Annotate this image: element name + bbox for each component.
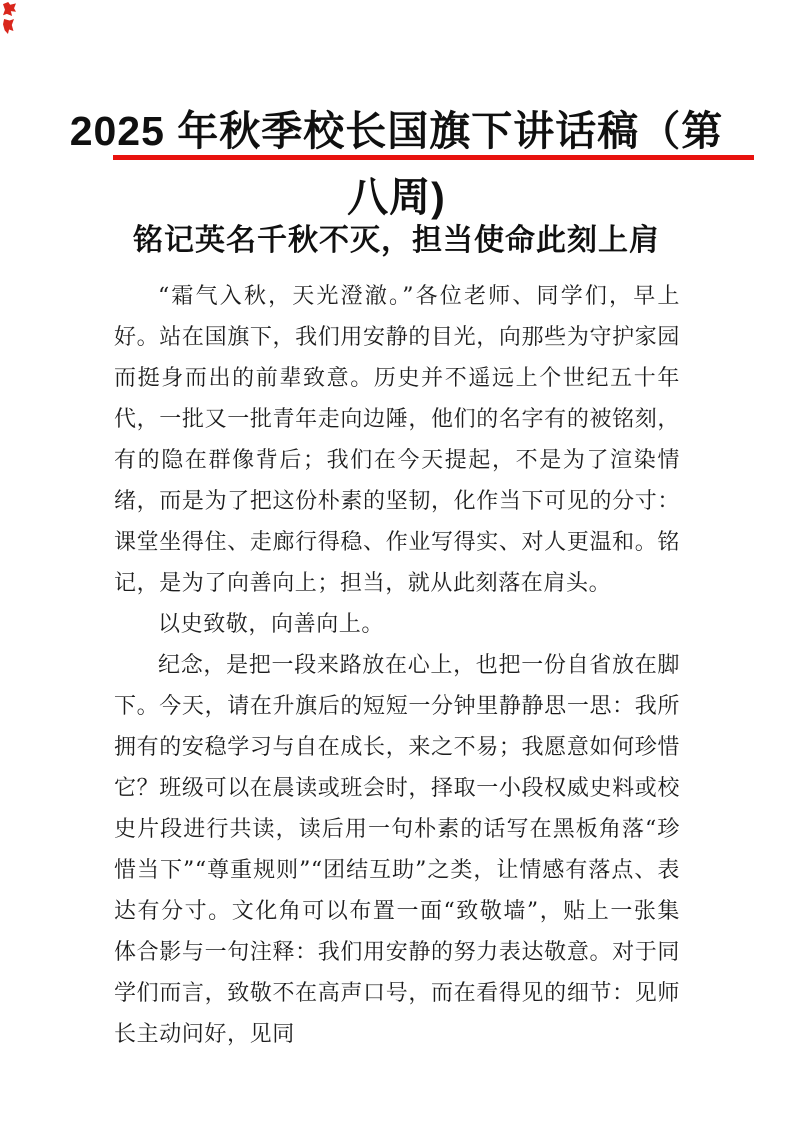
red-corner-mark-icon (3, 19, 14, 34)
paragraph: 纪念，是把一段来路放在心上，也把一份自省放在脚下。今天，请在升旗后的短短一分钟里静静思一思：我所拥有的安稳学习与自在成长，来之不易；我愿意如何珍惜它？班级可以在晨读或班会时，择取一小段权威史料或校史片段进行共读，读后用一句朴素的话写在黑板角落“珍惜当下”“尊重规则”“团结互助”之类，让情感有落点、表达有分寸。文化角可以布置一面“致敬墙”，贴上一张集体合影与一句注释：我们用安静的努力表达敬意。对于同学们而言，致敬不在高声口号，而在看得见的细节：见师长主动问好，见同 (114, 653, 680, 1047)
title-underline (113, 155, 754, 160)
document-subtitle: 铭记英名千秋不灭，担当使命此刻上肩 (133, 223, 660, 258)
paragraph: 以史致敬，向善向上。 (158, 612, 385, 637)
document-title (50, 98, 743, 230)
document-title-line-1: 2025 年秋季校长国旗下讲话稿（第 (69, 108, 724, 154)
document-body (114, 276, 680, 1055)
red-corner-mark-icon (3, 2, 16, 16)
paragraph: “霜气入秋，天光澄澈。”各位老师、同学们，早上好。站在国旗下，我们用安静的目光，向那些为守护家园而挺身而出的前辈致意。历史并不遥远上个世纪五十年代，一批又一批青年走向边陲，他们的名字有的被铭刻，有的隐在群像背后；我们在今天提起，不是为了渲染情绪，而是为了把这份朴素的坚韧，化作当下可见的分寸：课堂坐得住、走廊行得稳、作业写得实、对人更温和。铭记，是为了向善向上；担当，就从此刻落在肩头。 (114, 284, 680, 596)
document-title-line-2: 八周) (347, 174, 446, 220)
